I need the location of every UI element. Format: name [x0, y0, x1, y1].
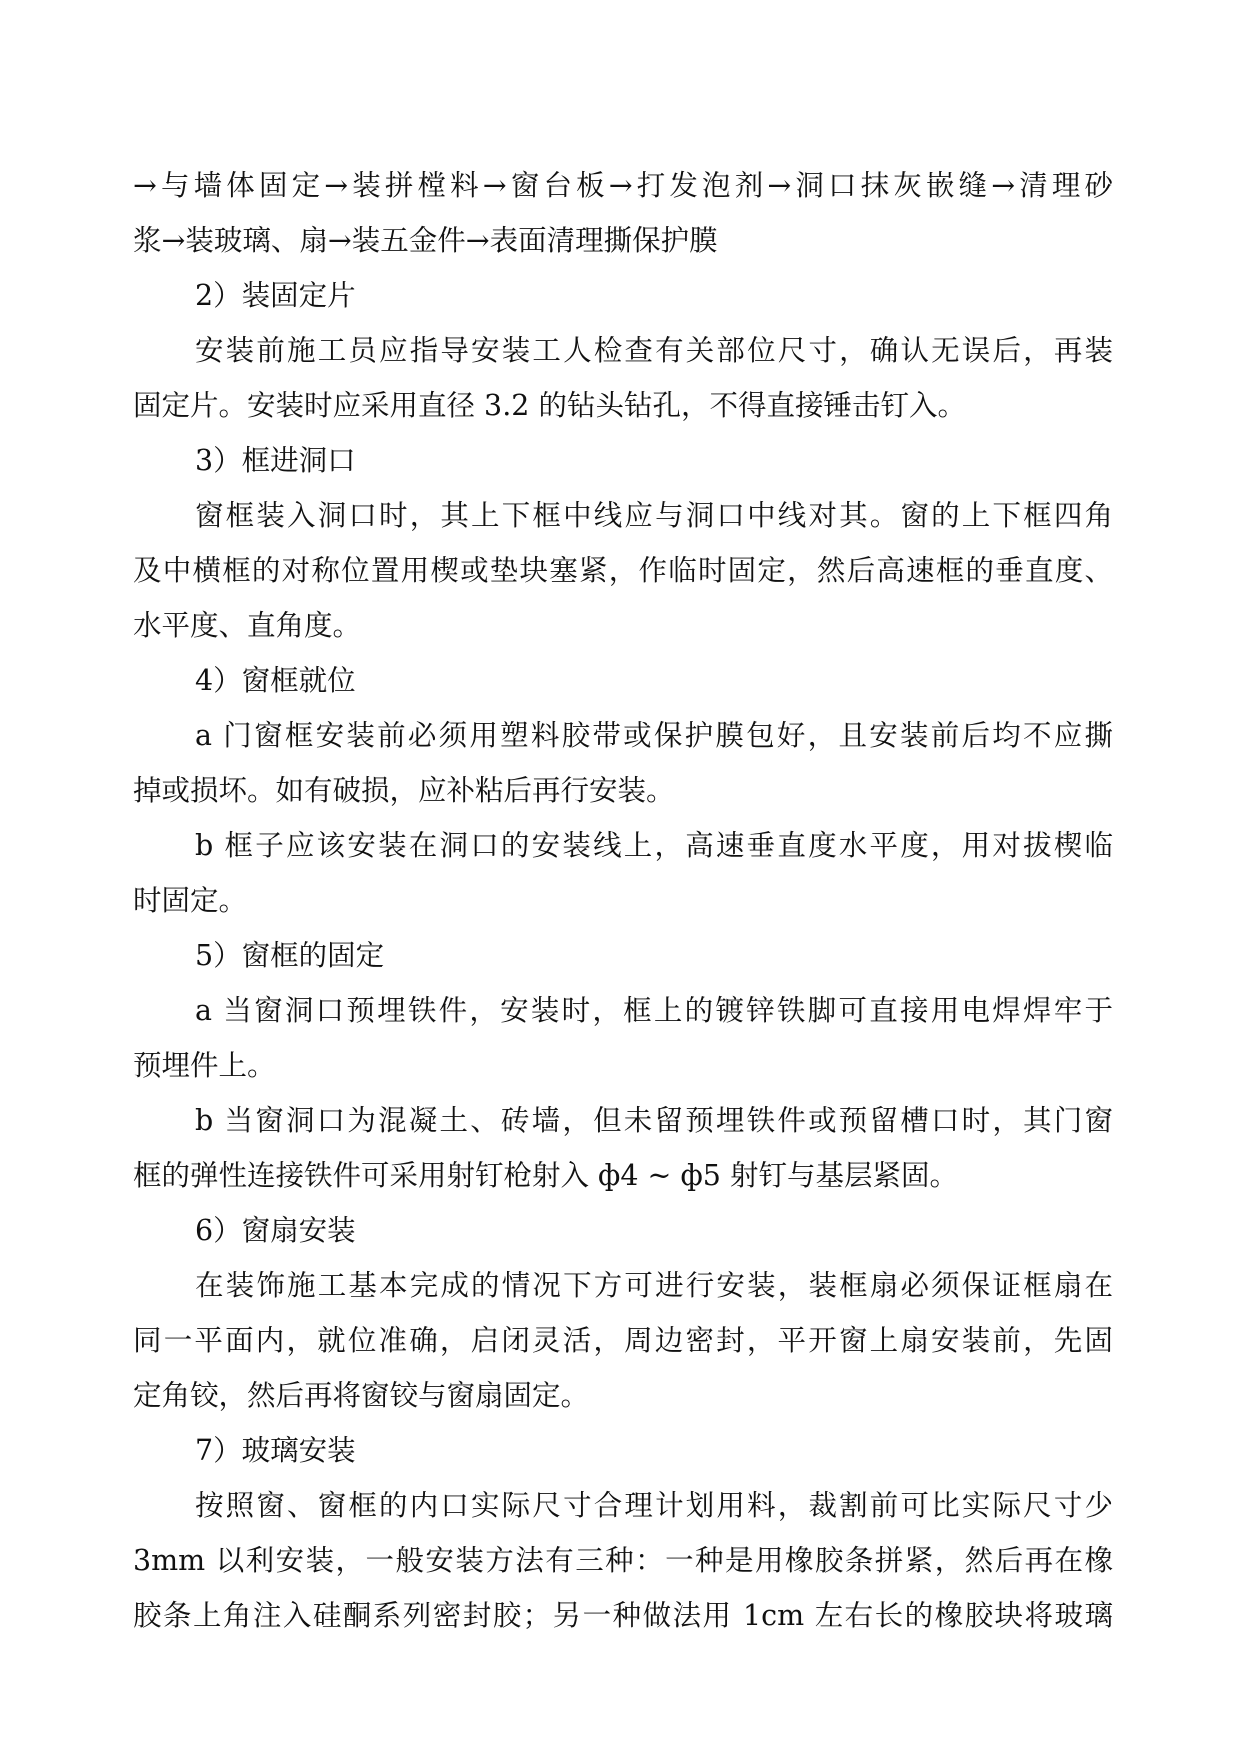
text-line: 预埋件上。: [133, 1049, 276, 1082]
text-line: 时固定。: [133, 884, 248, 917]
text-line: 定角铰，然后再将窗铰与窗扇固定。: [133, 1379, 590, 1412]
text-line: b 当窗洞口为混凝土、砖墙，但未留预埋铁件或预留槽口时，其门窗: [195, 1104, 1113, 1137]
text-line: 同一平面内，就位准确，启闭灵活，周边密封，平开窗上扇安装前，先固: [133, 1324, 1113, 1357]
text-line: 窗框装入洞口时，其上下框中线应与洞口中线对其。窗的上下框四角: [195, 499, 1113, 532]
text-line: b 框子应该安装在洞口的安装线上，高速垂直度水平度，用对拔楔临: [195, 829, 1113, 862]
text-line: 在装饰施工基本完成的情况下方可进行安装，装框扇必须保证框扇在: [195, 1269, 1113, 1302]
section-heading: 4）窗框就位: [195, 664, 356, 697]
text-line: 水平度、直角度。: [133, 609, 362, 642]
section-heading: 5）窗框的固定: [195, 939, 385, 972]
section-heading: 6）窗扇安装: [195, 1214, 356, 1247]
text-line: 安装前施工员应指导安装工人检查有关部位尺寸，确认无误后，再装: [195, 334, 1113, 367]
document-body: [133, 158, 1113, 1643]
text-line: →与墙体固定→装拼樘料→窗台板→打发泡剂→洞口抹灰嵌缝→清理砂: [133, 169, 1113, 202]
section-heading: 7）玻璃安装: [195, 1434, 356, 1467]
text-line: 掉或损坏。如有破损，应补粘后再行安装。: [133, 774, 675, 807]
section-heading: 2）装固定片: [195, 279, 356, 312]
text-line: 胶条上角注入硅酮系列密封胶；另一种做法用 1cm 左右长的橡胶块将玻璃: [133, 1599, 1113, 1632]
text-line: 浆→装玻璃、扇→装五金件→表面清理撕保护膜: [133, 224, 718, 257]
text-line: 固定片。安装时应采用直径 3.2 的钻头钻孔，不得直接锤击钉入。: [133, 389, 966, 422]
text-line: a 门窗框安装前必须用塑料胶带或保护膜包好，且安装前后均不应撕: [195, 719, 1113, 752]
text-line: 3mm 以利安装，一般安装方法有三种：一种是用橡胶条拼紧，然后再在橡: [133, 1544, 1113, 1577]
text-line: 框的弹性连接铁件可采用射钉枪射入 ф4 ~ ф5 射钉与基层紧固。: [133, 1159, 958, 1192]
text-line: 及中横框的对称位置用楔或垫块塞紧，作临时固定，然后高速框的垂直度、: [133, 554, 1113, 587]
text-line: a 当窗洞口预埋铁件，安装时，框上的镀锌铁脚可直接用电焊焊牢于: [195, 994, 1113, 1027]
text-line: 按照窗、窗框的内口实际尺寸合理计划用料，裁割前可比实际尺寸少: [195, 1489, 1113, 1522]
section-heading: 3）框进洞口: [195, 444, 356, 477]
